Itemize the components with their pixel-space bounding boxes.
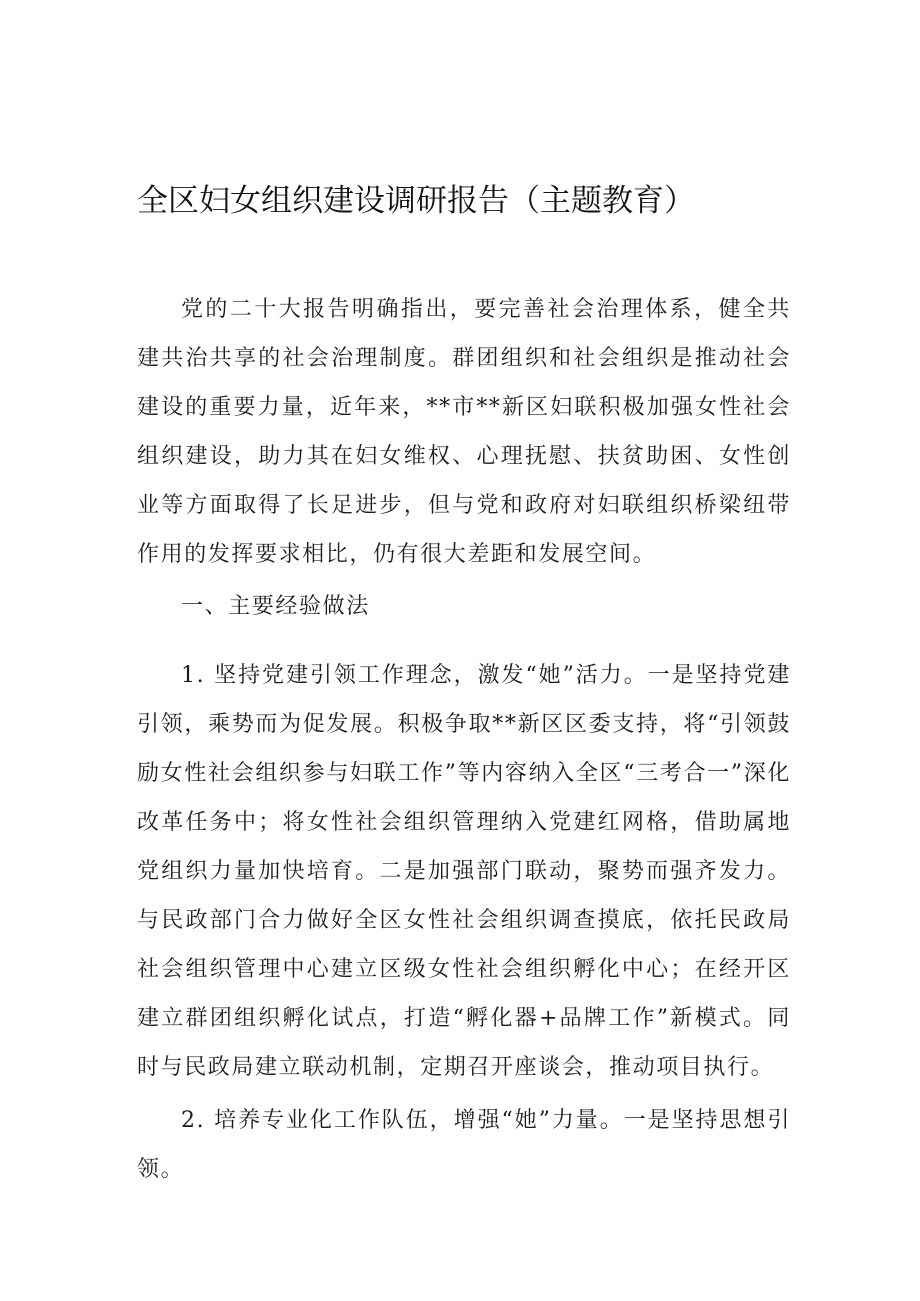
- document-title: 全区妇女组织建设调研报告（主题教育）: [137, 183, 695, 219]
- item-paragraph-1: 1. 坚持党建引领工作理念，激发“她”活力。一是坚持党建引领，乘势而为促发展。积极争取**新区区委支持，将“引领鼓励女性社会组织参与妇联工作”等内容纳入全区“三考合一”深化改革任务中；将女性社会组织管理纳入党建红网格，借助属地党组织力量加快培育。二是加强部门联动，聚势而强齐发力。与民政部门合力做好全区女性社会组织调查摸底，依托民政局社会组织管理中心建立区级女性社会组织孵化中心；在经开区建立群团组织孵化试点，打造“孵化器+品牌工作”新模式。同时与民政局建立联动机制，定期召开座谈会，推动项目执行。: [137, 663, 791, 1080]
- intro-paragraph: 党的二十大报告明确指出，要完善社会治理体系，健全共建共治共享的社会治理制度。群团组织和社会组织是推动社会建设的重要力量，近年来，**市**新区妇联积极加强女性社会组织建设，助力其在妇女维权、心理抚慰、扶贫助困、女性创业等方面取得了长足进步，但与党和政府对妇联组织桥梁纽带作用的发挥要求相比，仍有很大差距和发展空间。: [137, 297, 791, 567]
- section-heading: 一、主要经验做法: [181, 594, 370, 619]
- item-paragraph-2: 2. 培养专业化工作队伍，增强“她”力量。一是坚持思想引领。: [137, 1108, 791, 1182]
